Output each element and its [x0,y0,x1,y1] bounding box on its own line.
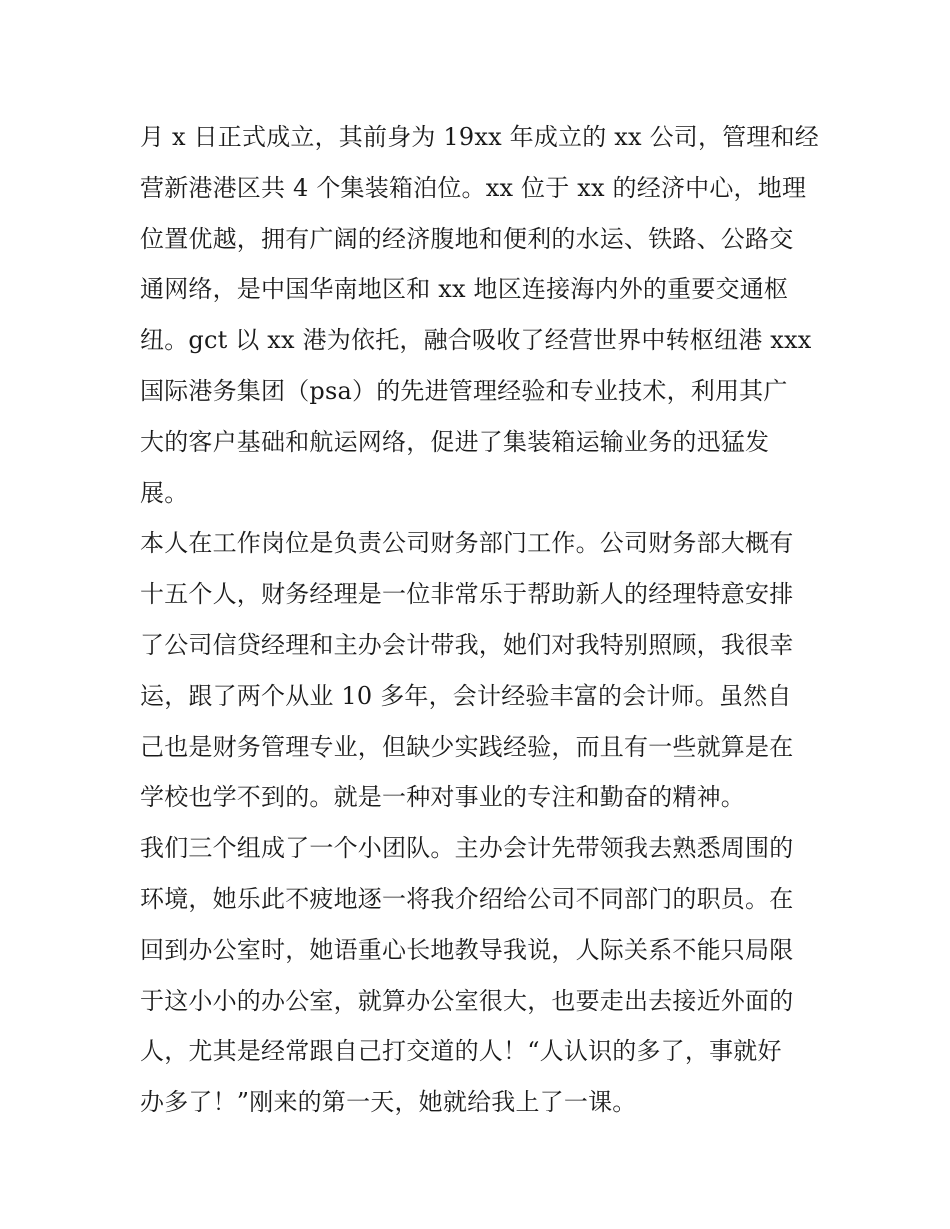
text-line: 月 x 日正式成立，其前身为 19xx 年成立的 xx 公司，管理和经 [140,123,819,151]
text-line: 人，尤其是经常跟自己打交道的人！“人认识的多了，事就好 [140,1037,782,1066]
text-line: 于这小小的办公室，就算办公室很大，也要走出去接近外面的 [140,986,794,1015]
document-body [140,112,820,1128]
text-line: 展。 [140,478,189,507]
paragraph-job-role [140,518,820,823]
text-line: 十五个人，财务经理是一位非常乐于帮助新人的经理特意安排 [140,580,794,609]
text-line: 环境，她乐此不疲地逐一将我介绍给公司不同部门的职员。在 [140,884,794,913]
text-line: 己也是财务管理专业，但缺少实践经验，而且有一些就算是在 [140,732,794,761]
text-line: 学校也学不到的。就是一种对事业的专注和勤奋的精神。 [140,783,745,812]
paragraph-company-intro [140,112,820,518]
text-line: 国际港务集团（psa）的先进管理经验和专业技术，利用其广 [140,376,788,405]
text-line: 营新港港区共 4 个集装箱泊位。xx 位于 xx 的经济中心，地理 [140,173,807,202]
text-line: 位置优越，拥有广阔的经济腹地和便利的水运、铁路、公路交 [140,224,794,253]
text-line: 运，跟了两个从业 10 多年，会计经验丰富的会计师。虽然自 [140,681,792,710]
text-line: 办多了！”刚来的第一天，她就给我上了一课。 [140,1088,637,1117]
text-line: 我们三个组成了一个小团队。主办会计先带领我去熟悉周围的 [140,834,794,863]
text-line: 纽。gct 以 xx 港为依托，融合吸收了经营世界中转枢纽港 xxx [140,326,812,355]
text-line: 回到办公室时，她语重心长地教导我说，人际关系不能只局限 [140,935,794,964]
text-line: 通网络，是中国华南地区和 xx 地区连接海内外的重要交通枢 [140,275,789,304]
paragraph-team [140,823,820,1128]
text-line: 大的客户基础和航运网络，促进了集装箱运输业务的迅猛发 [140,427,770,456]
text-line: 了公司信贷经理和主办会计带我，她们对我特别照顾，我很幸 [140,630,794,659]
text-line: 本人在工作岗位是负责公司财务部门工作。公司财务部大概有 [140,529,794,558]
